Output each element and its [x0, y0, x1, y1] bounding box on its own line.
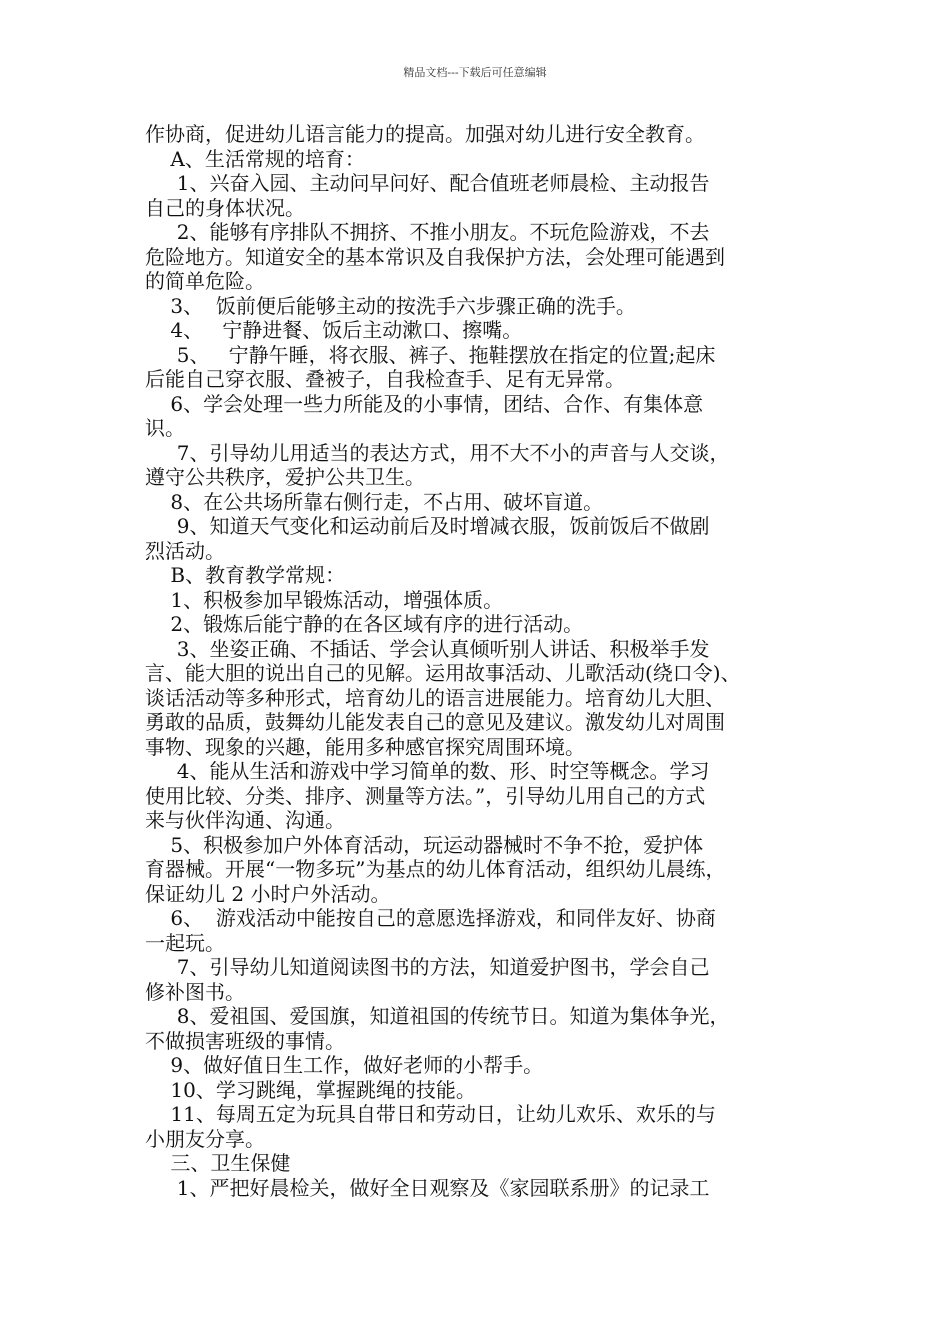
text-line: 9、知道天气变化和运动前后及时增减衣服，饭前饭后不做剧: [145, 514, 710, 538]
text-line: 使用比较、分类、排序、测量等方法。”，引导幼儿用自己的方式: [145, 783, 706, 808]
text-line: 8、爱祖国、爱国旗，知道祖国的传统节日。知道为集体争光，: [145, 1004, 730, 1028]
text-line: 3、坐姿正确、不插话、学会认真倾听别人讲话、积极举手发: [145, 636, 710, 661]
text-line: 7、引导幼儿用适当的表达方式，用不大不小的声音与人交谈，: [145, 440, 730, 465]
text-line: 危险地方。知道安全的基本常识及自我保护方法，会处理可能遇到: [145, 244, 725, 269]
text-line: 4、能从生活和游戏中学习简单的数、形、时空等概念。学习: [145, 759, 710, 783]
text-line: 修补图书。: [145, 979, 245, 1004]
text-line: 自己的身体状况。: [145, 195, 305, 220]
page-header: 精品文档---下载后可任意编辑: [403, 66, 547, 79]
text-line: 勇敢的品质，鼓舞幼儿能发表自己的意见及建议。激发幼儿对周围: [145, 710, 725, 734]
text-line: 言、能大胆的说出自己的见解。运用故事活动、儿歌活动(绕口令)、: [145, 661, 741, 685]
text-line: 4、 宁静进餐、饭后主动漱口、擦嘴。: [145, 318, 523, 342]
text-line: 3、 饭前便后能够主动的按洗手六步骤正确的洗手。: [145, 293, 636, 318]
text-line: 10、学习跳绳，掌握跳绳的技能。: [145, 1077, 476, 1102]
text-line: 一起玩。: [145, 930, 225, 955]
text-line: 遵守公共秩序，爱护公共卫生。: [145, 465, 425, 489]
text-line: 小朋友分享。: [145, 1126, 265, 1151]
text-line: 7、引导幼儿知道阅读图书的方法，知道爱护图书，学会自己: [145, 955, 710, 979]
text-line: 11、每周五定为玩具自带日和劳动日，让幼儿欢乐、欢乐的与: [145, 1102, 716, 1126]
text-line: 烈活动。: [145, 538, 225, 563]
text-line: 9、做好值日生工作，做好老师的小帮手。: [145, 1053, 544, 1077]
text-line: 谈话活动等多种形式，培育幼儿的语言进展能力。培育幼儿大胆、: [145, 685, 725, 710]
text-line: 来与伙伴沟通、沟通。: [145, 808, 345, 832]
document-body: [145, 122, 825, 1200]
text-line: 识。: [145, 416, 185, 440]
text-line: 1、严把好晨检关，做好全日观察及《家园联系册》的记录工: [145, 1175, 710, 1200]
text-line: 后能自己穿衣服、叠被子，自我检查手、足有无异常。: [145, 367, 625, 391]
text-line: 5、积极参加户外体育活动，玩运动器械时不争不抢，爱护体: [145, 832, 704, 857]
text-line: 2、锻炼后能宁静的在各区域有序的进行活动。: [145, 612, 584, 636]
text-line: B、教育教学常规：: [145, 563, 346, 587]
text-line: 事物、现象的兴趣，能用多种感官探究周围环境。: [145, 734, 585, 759]
text-line: 作协商，促进幼儿语言能力的提高。加强对幼儿进行安全教育。: [145, 122, 705, 146]
text-line: 2、能够有序排队不拥挤、不推小朋友。不玩危险游戏，不去: [145, 220, 710, 244]
text-line: 不做损害班级的事情。: [145, 1028, 345, 1053]
text-line: 育器械。开展“一物多玩”为基点的幼儿体育活动，组织幼儿晨练，: [145, 857, 726, 881]
text-line: 6、 游戏活动中能按自己的意愿选择游戏，和同伴友好、协商: [145, 906, 716, 930]
text-line: 保证幼儿 2 小时户外活动。: [145, 881, 391, 906]
text-line: 5、 宁静午睡，将衣服、裤子、拖鞋摆放在指定的位置;起床: [145, 342, 716, 367]
text-line: 的简单危险。: [145, 269, 265, 293]
text-line: A、生活常规的培育：: [145, 146, 365, 171]
text-line: 8、在公共场所靠右侧行走，不占用、破坏盲道。: [145, 489, 604, 514]
text-line: 6、学会处理一些力所能及的小事情，团结、合作、有集体意: [145, 391, 704, 416]
text-line: 1、积极参加早锻炼活动，增强体质。: [145, 587, 504, 612]
text-line: 三、卫生保健: [145, 1151, 291, 1175]
text-line: 1、兴奋入园、主动问早问好、配合值班老师晨检、主动报告: [145, 171, 710, 195]
